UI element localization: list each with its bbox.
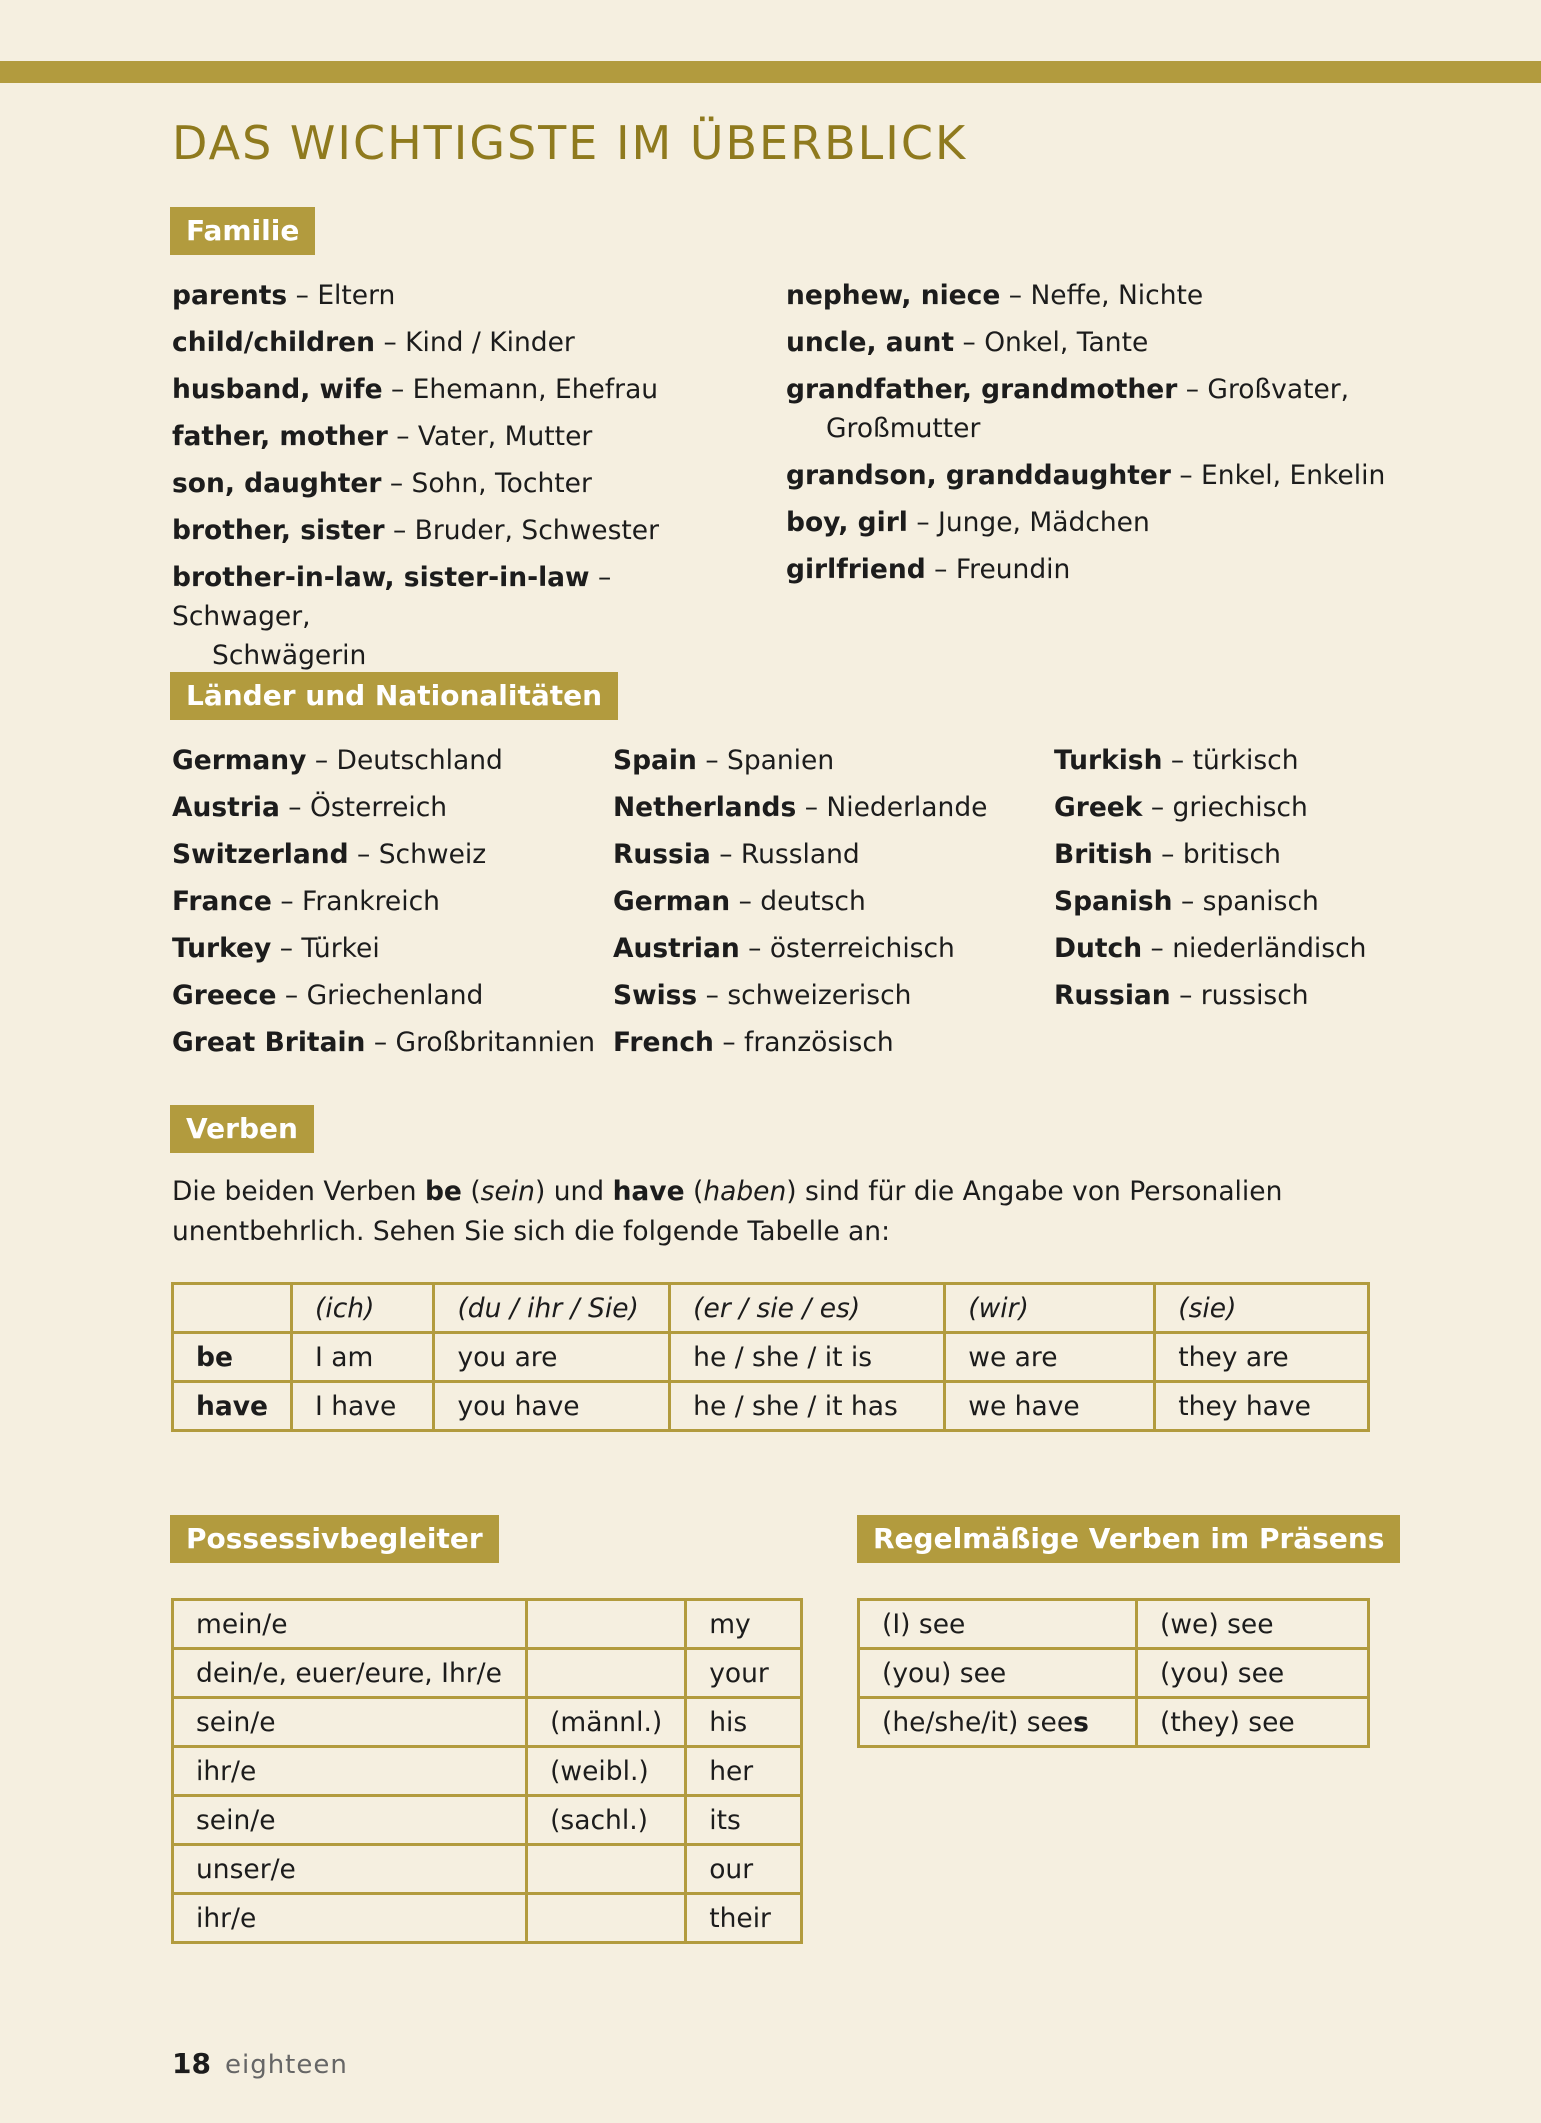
regular-verb-cell: (they) see <box>1137 1698 1369 1747</box>
vocab-german: deutsch <box>760 886 866 917</box>
section-label-laender: Länder und Nationalitäten <box>170 672 618 720</box>
vocab-german: türkisch <box>1192 745 1299 776</box>
vocab-entry: uncle, aunt – Onkel, Tante <box>786 327 1149 358</box>
vocab-english: father, mother <box>172 421 388 452</box>
verb-cell: he / she / it is <box>670 1333 945 1382</box>
vocab-entry: parents – Eltern <box>172 280 396 311</box>
vocab-german: Vater, Mutter <box>417 421 593 452</box>
verb-cell: he / she / it has <box>670 1382 945 1431</box>
laender-column-1 <box>172 741 602 1070</box>
section-label-possessiv: Possessivbegleiter <box>170 1515 499 1563</box>
vocab-german: österreichisch <box>769 933 955 964</box>
possessive-cell: our <box>686 1845 802 1894</box>
possessive-cell: ihr/e <box>173 1747 527 1796</box>
vocab-german: Türkei <box>301 933 380 964</box>
verb-cell: you have <box>434 1382 670 1431</box>
vocab-german: russisch <box>1200 980 1309 1011</box>
vocab-entry: Russia – Russland <box>613 839 860 870</box>
vocab-german: Schweiz <box>378 839 487 870</box>
page-footer <box>172 2047 348 2080</box>
possessive-row <box>173 1894 802 1943</box>
vocab-english: nephew, niece <box>786 280 1001 311</box>
vocab-german: Kind / Kinder <box>405 327 575 358</box>
vocab-entry: son, daughter – Sohn, Tochter <box>172 468 592 499</box>
vocab-entry: Turkish – türkisch <box>1054 745 1299 776</box>
verb-header-cell <box>173 1284 292 1333</box>
verb-header-cell: (wir) <box>945 1284 1155 1333</box>
intro-text: ( <box>461 1176 481 1207</box>
possessive-cell <box>527 1649 686 1698</box>
vocab-english: child/children <box>172 327 376 358</box>
section-label-regelmaessig: Regelmäßige Verben im Präsens <box>857 1515 1400 1563</box>
possessive-cell: (sachl.) <box>527 1796 686 1845</box>
possessive-cell: dein/e, euer/eure, Ihr/e <box>173 1649 527 1698</box>
vocab-english: Austrian <box>613 933 740 964</box>
vocab-english: Great Britain <box>172 1027 366 1058</box>
vocab-english: Dutch <box>1054 933 1143 964</box>
vocab-german: Spanien <box>727 745 835 776</box>
vocab-entry: Greece – Griechenland <box>172 980 484 1011</box>
verb-header-cell: (sie) <box>1155 1284 1369 1333</box>
possessive-cell: sein/e <box>173 1796 527 1845</box>
vocab-german: Griechenland <box>306 980 484 1011</box>
verb-conjugation-table <box>171 1282 1370 1432</box>
vocab-english: uncle, aunt <box>786 327 955 358</box>
vocab-german: Großbritannien <box>395 1027 596 1058</box>
vocab-english: French <box>613 1027 714 1058</box>
possessive-cell: its <box>686 1796 802 1845</box>
vocab-english: brother, sister <box>172 515 385 546</box>
possessive-row <box>173 1845 802 1894</box>
vocab-english: British <box>1054 839 1153 870</box>
possessive-cell: my <box>686 1600 802 1649</box>
verb-table-row <box>173 1333 1369 1382</box>
intro-sein: sein <box>480 1176 535 1207</box>
verb-cell: we are <box>945 1333 1155 1382</box>
intro-haben: haben <box>703 1176 787 1207</box>
possessive-cell <box>527 1894 686 1943</box>
vocab-entry: Netherlands – Niederlande <box>613 792 988 823</box>
vocab-german: niederländisch <box>1172 933 1367 964</box>
vocab-german: Niederlande <box>826 792 988 823</box>
possessive-cell: their <box>686 1894 802 1943</box>
section-label-verben: Verben <box>170 1105 314 1153</box>
possessive-cell <box>527 1845 686 1894</box>
possessive-cell: (weibl.) <box>527 1747 686 1796</box>
vocab-german: Enkel, Enkelin <box>1201 460 1386 491</box>
vocab-english: France <box>172 886 272 917</box>
vocab-entry: Spain – Spanien <box>613 745 835 776</box>
vocab-german-continued: Großmutter <box>826 413 981 444</box>
vocab-entry: German – deutsch <box>613 886 866 917</box>
vocab-german: Großvater, <box>1207 374 1350 405</box>
vocab-entry: boy, girl – Junge, Mädchen <box>786 507 1150 538</box>
vocab-german-continued: Schwägerin <box>212 640 367 671</box>
intro-text: ) und <box>534 1176 613 1207</box>
section-label-familie: Familie <box>170 207 315 255</box>
vocab-english: German <box>613 886 731 917</box>
vocab-german: Ehemann, Ehefrau <box>412 374 659 405</box>
verb-cell: they have <box>1155 1382 1369 1431</box>
familie-left-column <box>172 276 732 683</box>
vocab-entry: Greek – griechisch <box>1054 792 1308 823</box>
vocab-entry: Dutch – niederländisch <box>1054 933 1367 964</box>
verb-cell: we have <box>945 1382 1155 1431</box>
vocab-german: Freundin <box>955 554 1071 585</box>
regular-verb-cell: (I) see <box>859 1600 1137 1649</box>
regular-verb-cell <box>859 1698 1137 1747</box>
intro-text: ( <box>684 1176 704 1207</box>
vocab-entry: Swiss – schweizerisch <box>613 980 912 1011</box>
vocab-entry: brother, sister – Bruder, Schwester <box>172 515 659 546</box>
verben-intro <box>172 1172 1372 1252</box>
possessive-row <box>173 1600 802 1649</box>
vocab-german: griechisch <box>1172 792 1308 823</box>
possessive-cell: her <box>686 1747 802 1796</box>
vocab-german: schweizerisch <box>727 980 912 1011</box>
vocab-entry: father, mother – Vater, Mutter <box>172 421 593 452</box>
regular-verb-cell: (you) see <box>859 1649 1137 1698</box>
verb-cell: have <box>173 1382 292 1431</box>
vocab-entry: Great Britain – Großbritannien <box>172 1027 596 1058</box>
possessive-row <box>173 1649 802 1698</box>
vocab-english: Swiss <box>613 980 698 1011</box>
vocab-entry: French – französisch <box>613 1027 894 1058</box>
vocab-english: Spanish <box>1054 886 1173 917</box>
vocab-english: brother-in-law, sister-in-law <box>172 562 590 593</box>
verb-header-cell: (du / ihr / Sie) <box>434 1284 670 1333</box>
vocab-german: Neffe, Nichte <box>1030 280 1204 311</box>
vocab-entry: nephew, niece – Neffe, Nichte <box>786 280 1204 311</box>
familie-right-column <box>786 276 1406 597</box>
verb-table-header-row <box>173 1284 1369 1333</box>
verb-header-cell: (ich) <box>292 1284 434 1333</box>
verb-cell: I am <box>292 1333 434 1382</box>
vocab-entry: Turkey – Türkei <box>172 933 380 964</box>
possessive-cell <box>527 1600 686 1649</box>
vocab-entry: child/children – Kind / Kinder <box>172 327 575 358</box>
vocab-english: husband, wife <box>172 374 383 405</box>
vocab-english: son, daughter <box>172 468 382 499</box>
vocab-entry: girlfriend – Freundin <box>786 554 1071 585</box>
vocab-english: grandfather, grandmother <box>786 374 1178 405</box>
vocab-english: Russia <box>613 839 711 870</box>
verb-suffix-s: s <box>1073 1706 1089 1738</box>
possessive-row <box>173 1698 802 1747</box>
vocab-english: Netherlands <box>613 792 797 823</box>
possessive-cell: your <box>686 1649 802 1698</box>
vocab-german: französisch <box>744 1027 894 1058</box>
vocab-english: girlfriend <box>786 554 926 585</box>
vocab-english: Turkish <box>1054 745 1163 776</box>
page-number-word: eighteen <box>224 2050 348 2080</box>
possessive-cell: unser/e <box>173 1845 527 1894</box>
page-title: DAS WICHTIGSTE IM ÜBERBLICK <box>172 116 968 170</box>
laender-column-2 <box>613 741 1043 1070</box>
vocab-entry: Austria – Österreich <box>172 792 448 823</box>
vocab-english: Spain <box>613 745 697 776</box>
vocab-english: Russian <box>1054 980 1171 1011</box>
verb-header-cell: (er / sie / es) <box>670 1284 945 1333</box>
possessive-cell: mein/e <box>173 1600 527 1649</box>
regular-verb-cell: (we) see <box>1137 1600 1369 1649</box>
vocab-entry: Russian – russisch <box>1054 980 1309 1011</box>
vocab-german: Junge, Mädchen <box>938 507 1150 538</box>
vocab-english: Germany <box>172 745 307 776</box>
possessive-cell: ihr/e <box>173 1894 527 1943</box>
vocab-german: Deutschland <box>336 745 503 776</box>
possessive-row <box>173 1796 802 1845</box>
intro-text: Die beiden Verben <box>172 1176 425 1207</box>
verb-cell: I have <box>292 1382 434 1431</box>
vocab-german: Schwager, <box>172 601 311 632</box>
vocab-entry: husband, wife – Ehemann, Ehefrau <box>172 374 659 405</box>
possessive-table <box>171 1598 803 1944</box>
top-bar <box>0 61 1541 83</box>
intro-have: have <box>612 1176 685 1207</box>
intro-be: be <box>424 1176 462 1207</box>
verb-table-row <box>173 1382 1369 1431</box>
vocab-german: spanisch <box>1202 886 1319 917</box>
vocab-english: Greek <box>1054 792 1143 823</box>
vocab-english: boy, girl <box>786 507 908 538</box>
regular-verbs-row <box>859 1600 1369 1649</box>
vocab-english: parents <box>172 280 288 311</box>
regular-verbs-row <box>859 1649 1369 1698</box>
vocab-german: Onkel, Tante <box>984 327 1149 358</box>
vocab-english: grandson, granddaughter <box>786 460 1171 491</box>
regular-verb-cell: (you) see <box>1137 1649 1369 1698</box>
vocab-german: Eltern <box>317 280 396 311</box>
vocab-english: Greece <box>172 980 277 1011</box>
vocab-german: Russland <box>740 839 860 870</box>
vocab-entry: grandfather, grandmother – Großvater, Großmutter <box>786 370 1406 448</box>
laender-column-3 <box>1054 741 1484 1023</box>
vocab-entry: brother-in-law, sister-in-law – Schwager, Schwägerin <box>172 558 732 675</box>
vocab-german: britisch <box>1182 839 1281 870</box>
verb-cell: they are <box>1155 1333 1369 1382</box>
vocab-entry: Spanish – spanisch <box>1054 886 1319 917</box>
regular-verbs-row <box>859 1698 1369 1747</box>
regular-verbs-table <box>857 1598 1370 1748</box>
vocab-german: Bruder, Schwester <box>414 515 659 546</box>
intro-text: ) sind für die Angabe von Personalien unentbehrlich. Sehen Sie sich die folgende Tabelle an: <box>172 1176 1283 1247</box>
page-number: 18 <box>172 2047 211 2080</box>
possessive-cell: his <box>686 1698 802 1747</box>
possessive-cell: sein/e <box>173 1698 527 1747</box>
vocab-english: Austria <box>172 792 280 823</box>
vocab-german: Frankreich <box>302 886 440 917</box>
vocab-entry: Switzerland – Schweiz <box>172 839 487 870</box>
vocab-entry: British – britisch <box>1054 839 1281 870</box>
vocab-entry: grandson, granddaughter – Enkel, Enkelin <box>786 460 1386 491</box>
verb-stem: (he/she/it) see <box>882 1706 1074 1738</box>
vocab-entry: Austrian – österreichisch <box>613 933 955 964</box>
vocab-entry: Germany – Deutschland <box>172 745 503 776</box>
possessive-cell: (männl.) <box>527 1698 686 1747</box>
vocab-english: Turkey <box>172 933 272 964</box>
possessive-row <box>173 1747 802 1796</box>
verb-cell: be <box>173 1333 292 1382</box>
vocab-english: Switzerland <box>172 839 349 870</box>
verb-cell: you are <box>434 1333 670 1382</box>
vocab-german: Österreich <box>309 792 448 823</box>
vocab-entry: France – Frankreich <box>172 886 440 917</box>
vocab-german: Sohn, Tochter <box>411 468 592 499</box>
